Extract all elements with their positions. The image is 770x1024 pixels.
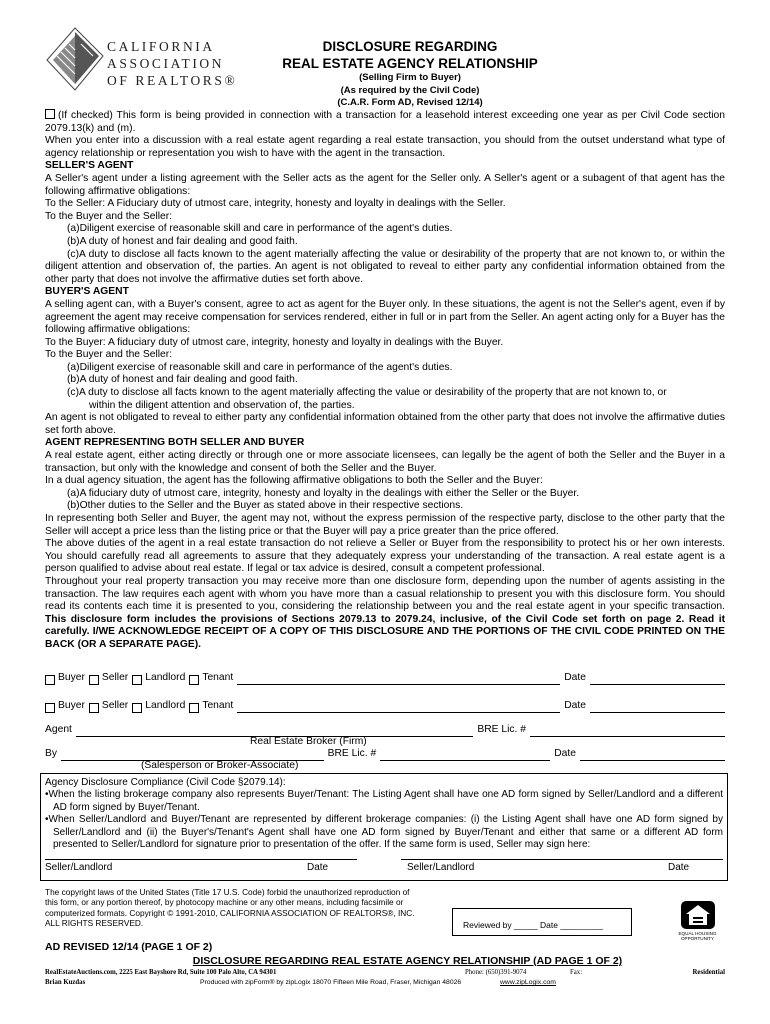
buyer-duty-c-line2: within the diligent attention and observation of, the parties. (89, 399, 355, 411)
tenant-checkbox-2[interactable] (189, 703, 199, 713)
dual-paragraph-5-text: Throughout your real property transaction you may receive more than one disclosure form, depending upon the number of agents assisting in the transaction. The law requires each agent with whom you have more than a casual relationship to present you with this disclosure form. You should read its contents each time it is presented to you, considering the relationship between you and the real estate agent in your specific transaction. (45, 575, 725, 613)
org-line1: CALIFORNIA (107, 39, 215, 54)
bre-lic-field[interactable] (530, 726, 725, 737)
buyer-duty-c-line1: (c)A duty to disclose all facts known to the agent materially affecting the value or desirability of the property that are not known to, or (67, 387, 667, 399)
buyer-label-1: Buyer (58, 672, 85, 684)
compliance-title: Agency Disclosure Compliance (Civil Code §2079.14): (45, 777, 286, 788)
date-label-1: Date (564, 672, 586, 684)
seller-paragraph-1: A Seller's agent under a listing agreement with the Seller acts as the agent for the Seller only. A Seller's agent or a subagent of that agent has the following affirmative obligations: (45, 172, 725, 197)
leasehold-text: (If checked) This form is being provided in connection with a transaction for a leasehold interest exceeding one year as per Civil Code section 2079.13(k) and (m). (45, 110, 725, 134)
compliance-date-label-2: Date (668, 862, 690, 873)
dual-paragraph-2: In a dual agency situation, the agent has the following affirmative obligations to both the Seller and the Buyer: (45, 475, 543, 487)
intro-paragraph: When you enter into a discussion with a real estate agent regarding a real estate transaction, you should from the outset understand what type of agency relationship or representation you wish to have with the agent in the transaction. (45, 135, 725, 159)
bre-lic-label: BRE Lic. # (477, 724, 526, 736)
reviewed-by-box[interactable]: Reviewed by _____ Date _________ (452, 908, 632, 936)
dual-paragraph-3: In representing both Seller and Buyer, the agent may not, without the express permission of the respective party, disclose to the other party that the Seller will accept a price less than the listing price or that the Buyer will pay a price greater than the price offered. (45, 513, 725, 537)
leasehold-paragraph (45, 109, 725, 135)
signature-row-2 (45, 699, 725, 713)
compliance-date-label-1: Date (307, 862, 329, 873)
subtitle-line2: (As required by the Civil Code) (340, 84, 480, 96)
tenant-label-2: Tenant (202, 700, 234, 712)
bre-lic-label-2: BRE Lic. # (327, 748, 377, 760)
subtitle-line1: (Selling Firm to Buyer) (359, 72, 461, 83)
buyer-duty-b: (b)A duty of honest and fair dealing and good faith. (67, 374, 298, 386)
broker-firm-caption: Real Estate Broker (Firm) (250, 736, 367, 747)
page-footer-title: DISCLOSURE REGARDING REAL ESTATE AGENCY RELATIONSHIP (AD PAGE 1 OF 2) (192, 955, 623, 967)
date-field-3[interactable] (580, 750, 725, 761)
compliance-box (40, 773, 728, 881)
date-field-2[interactable] (590, 702, 725, 713)
dual-paragraph-5 (45, 576, 725, 652)
copyright-notice: The copyright laws of the United States (Title 17 U.S. Code) forbid the unauthorized reproduction of this form, or any portion thereof, by photocopy machine or any other means, including facsimile or computerized formats. Copyright © 1991-2010, CALIFORNIA ASSOCIATION OF REALTORS®, INC. ALL RIGHTS RESERVED. (45, 887, 415, 929)
dual-duty-a: (a)A fiduciary duty of utmost care, integrity, honesty and loyalty in the dealings with either the Seller or the Buyer. (67, 487, 580, 499)
ziplogix-link[interactable]: www.zipLogix.com (500, 979, 556, 986)
buyer-agent-heading: BUYER'S AGENT (45, 286, 129, 298)
zipform-credit: Produced with zipForm® by zipLogix 18070 Fifteen Mile Road, Fraser, Michigan 48026 (200, 979, 462, 986)
dual-paragraph-4: The above duties of the agent in a real estate transaction do not relieve a Seller or Buyer from the responsibility to protect his or her own interests. You should carefully read all agreements to assure that they adequately express your understanding of the transaction. A real estate agent is a person qualified to advise about real estate. If legal or tax advice is desired, consult a competent professional. (45, 538, 725, 575)
dual-duty-b: (b)Other duties to the Seller and the Buyer as stated above in their respective sections. (67, 500, 464, 512)
form-type: Residential (692, 969, 725, 976)
agent-label: Agent (45, 724, 72, 736)
landlord-checkbox-2[interactable] (132, 703, 142, 713)
equal-housing-icon (680, 900, 716, 930)
company-address: RealEstateAuctions.com, 2225 East Bayshore Rd, Suite 100 Palo Alto, CA 94301 (45, 969, 277, 976)
buyer-paragraph-4: An agent is not obligated to reveal to either party any confidential information obtained from the other party that does not involve the affirmative duties set forth above. (45, 412, 725, 436)
agent-name: Brian Kuzdas (45, 979, 86, 986)
by-label: By (45, 748, 58, 760)
seller-landlord-label-1: Seller/Landlord (45, 862, 113, 873)
buyer-checkbox-1[interactable] (45, 675, 55, 685)
company-phone: Phone: (650)391-9074 (465, 969, 527, 976)
by-row (45, 747, 725, 761)
buyer-label-2: Buyer (58, 700, 85, 712)
agent-row (45, 723, 725, 737)
dual-agent-heading: AGENT REPRESENTING BOTH SELLER AND BUYER (45, 437, 305, 449)
org-line2: ASSOCIATION (107, 56, 225, 71)
seller-label-1: Seller (101, 672, 129, 684)
title-line2: REAL ESTATE AGENCY RELATIONSHIP (282, 56, 538, 71)
signature-field-2[interactable] (237, 702, 560, 713)
buyer-duty-a: (a)Diligent exercise of reasonable skill and care in performance of the agent's duties. (67, 361, 453, 373)
title-line1: DISCLOSURE REGARDING (322, 39, 498, 54)
car-logo-mark-icon (45, 26, 105, 92)
org-line3: OF REALTORS® (107, 73, 238, 88)
landlord-checkbox-1[interactable] (132, 675, 142, 685)
company-fax: Fax: (570, 969, 583, 976)
seller-landlord-sig-line-1[interactable] (45, 846, 357, 860)
seller-duty-c: (c)A duty to disclose all facts known to the agent materially affecting the value or desirability of the property that are not known to, or within the diligent attention and observation of, the parties. An agent is not obligated to reveal to either party any confidential information obtained from the other party that does not involve the affirmative duties set forth above. (45, 248, 725, 285)
seller-duty-a: (a)Diligent exercise of reasonable skill and care in performance of the agent's duties. (67, 223, 453, 235)
landlord-label-2: Landlord (145, 700, 186, 712)
bre-lic-field-2[interactable] (380, 750, 550, 761)
org-name (107, 38, 237, 89)
seller-checkbox-1[interactable] (89, 675, 99, 685)
compliance-item-1: • When the listing brokerage company also represents Buyer/Tenant: The Listing Agent shall have one AD form signed by Seller/Landlord and a different AD form signed by Buyer/Tenant. (45, 789, 723, 814)
leasehold-checkbox[interactable] (45, 109, 55, 119)
signature-field-1[interactable] (237, 674, 560, 685)
equal-housing-logo (675, 900, 720, 945)
dual-paragraph-1: A real estate agent, either acting directly or through one or more associate licensees, can legally be the agent of both the Seller and the Buyer in a transaction, but only with the knowledge and consent of both the Seller and the Buyer. (45, 450, 725, 474)
seller-label-2: Seller (101, 700, 129, 712)
ad-revised-label: AD REVISED 12/14 (PAGE 1 OF 2) (45, 941, 213, 953)
form-title (235, 38, 585, 72)
buyer-paragraph-1: A selling agent can, with a Buyer's consent, agree to act as agent for the Buyer only. In these situations, the agent is not the Seller's agent, even if by agreement the agent may receive compensation for services rendered, either in full or in part from the Seller. An agent acting only for a Buyer has the following affirmative obligations: (45, 298, 725, 336)
seller-agent-heading: SELLER'S AGENT (45, 160, 134, 172)
seller-landlord-label-2: Seller/Landlord (407, 862, 475, 873)
disclosure-body (45, 109, 725, 652)
subtitle-line3: (C.A.R. Form AD, Revised 12/14) (337, 97, 483, 108)
compliance-item-2: • When Seller/Landlord and Buyer/Tenant are represented by different brokerage companies: (i) the Listing Agent shall have one AD form signed by Seller/Landlord and (ii) the Buyer's/Tenant's Agent shall have one AD form signed by Buyer/Tenant and either that same or a different AD form presented to Seller/Landlord for signature prior to presentation of the offer. If the same form is used, Seller may sign here: (45, 814, 723, 851)
tenant-checkbox-1[interactable] (189, 675, 199, 685)
seller-checkbox-2[interactable] (89, 703, 99, 713)
buyer-checkbox-2[interactable] (45, 703, 55, 713)
date-label-3: Date (554, 748, 576, 760)
seller-paragraph-2: To the Seller: A Fiduciary duty of utmost care, integrity, honesty and loyalty in dealings with the Seller. (45, 198, 506, 210)
equal-housing-caption: EQUAL HOUSING OPPORTUNITY (678, 931, 717, 941)
date-field-1[interactable] (590, 674, 725, 685)
form-subtitle (235, 72, 585, 110)
landlord-label-1: Landlord (145, 672, 186, 684)
seller-duty-b: (b)A duty of honest and fair dealing and good faith. (67, 235, 298, 247)
signature-row-1 (45, 671, 725, 685)
acknowledgement-text: This disclosure form includes the provisions of Sections 2079.13 to 2079.24, inclusive, of the Civil Code set forth on page 2. Read it carefully. I/WE ACKNOWLEDGE RECEIPT OF A COPY OF THIS DISCLOSURE AND THE PORTIONS OF THE CIVIL CODE PRINTED ON THE BACK (OR A SEPARATE PAGE). (45, 613, 725, 650)
compliance-list (45, 789, 723, 851)
date-label-2: Date (564, 700, 586, 712)
seller-paragraph-3: To the Buyer and the Seller: (45, 210, 173, 222)
tenant-label-1: Tenant (202, 672, 234, 684)
seller-landlord-sig-line-2[interactable] (401, 846, 723, 860)
car-logo (45, 26, 260, 96)
salesperson-caption: (Salesperson or Broker-Associate) (141, 760, 299, 771)
buyer-paragraph-2: To the Buyer: A fiduciary duty of utmost care, integrity, honesty and loyalty in dealings with the Buyer. (45, 336, 504, 348)
buyer-paragraph-3: To the Buyer and the Seller: (45, 349, 173, 361)
